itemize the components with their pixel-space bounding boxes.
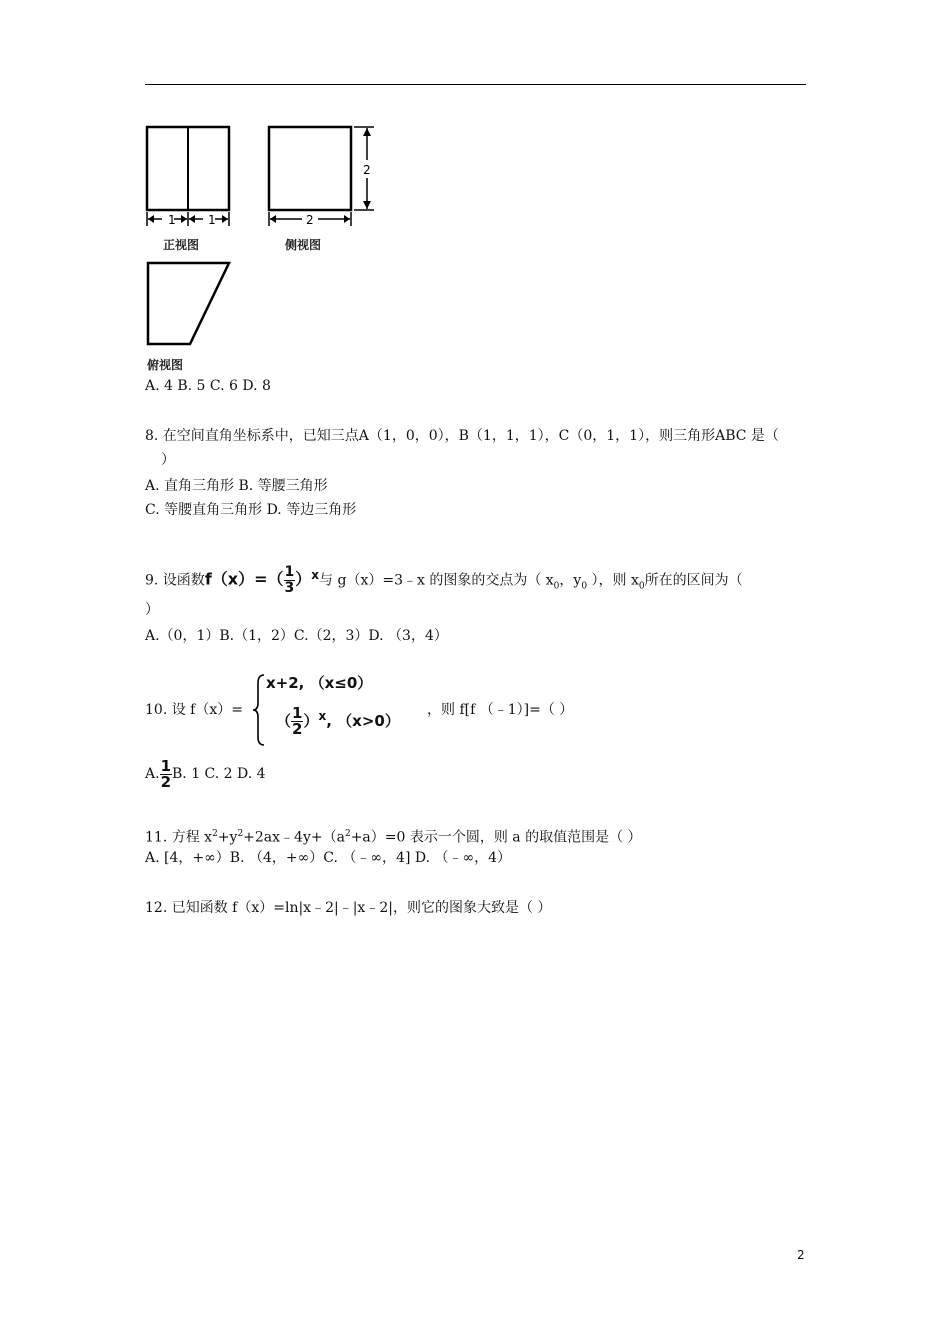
q11-part-d: +a）=0 表示一个圆，则 a 的取值范围是（ ） <box>350 829 642 846</box>
q11-options: A. [4，+∞）B. （4，+∞）C. （﹣∞，4] D. （﹣∞，4） <box>145 850 512 866</box>
q9-exp: x <box>311 568 320 582</box>
page-number: 2 <box>797 1248 805 1262</box>
q7-options: A. 4 B. 5 C. 6 D. 8 <box>145 378 271 394</box>
front-dim-2: 1 <box>208 213 216 227</box>
q10-case1: x+2, （x≤0） <box>266 674 373 692</box>
q9-options: A.（0，1）B.（1，2）C.（2，3）D. （3，4） <box>145 628 448 644</box>
q8-options-row2: C. 等腰直角三角形 D. 等边三角形 <box>145 502 357 518</box>
top-view-figure <box>140 256 240 351</box>
q9-sub2: 0 <box>638 581 645 592</box>
q9-fx: f（x）=（ <box>204 569 284 589</box>
q10-case2-fraction <box>291 706 303 737</box>
q11-sup2: 2 <box>237 829 244 839</box>
q10-prefix: 10. 设 f（x）= <box>145 702 243 718</box>
q9-close: ） <box>295 569 312 589</box>
q10-case2-cond: , （x>0） <box>326 712 400 730</box>
q8-stem: 8. 在空间直角坐标系中，已知三点A（1，0，0），B（1，1，1），C（0，1，1），则三角形ABC 是（ <box>145 428 779 444</box>
side-dim-height: 2 <box>363 163 371 177</box>
q11-part-c: +2ax﹣4y+（a <box>243 829 345 846</box>
q11-part-b: +y <box>217 829 238 846</box>
q10-opt-a-fraction <box>160 756 172 791</box>
q10-opt-a: A. <box>145 766 160 782</box>
q11-part-a: 11. 方程 x <box>145 829 213 846</box>
q10-options <box>145 756 266 792</box>
q9-rest3: 所在的区间为（ <box>644 572 743 589</box>
q10-brace <box>252 673 266 747</box>
q8-options-row1: A. 直角三角形 B. 等腰三角形 <box>145 478 328 494</box>
q10-case2 <box>276 706 400 737</box>
q10-case2-num: 1 <box>292 704 303 722</box>
front-dim-1: 1 <box>168 213 176 227</box>
front-view-figure <box>140 120 240 230</box>
q9-mid: ，y <box>559 572 582 589</box>
q8-stem-end: ） <box>161 452 175 468</box>
q10-opt-rest: B. 1 C. 2 D. 4 <box>172 766 266 782</box>
q9-frac-den: 3 <box>284 580 295 597</box>
q9-prefix: 9. 设函数 <box>145 572 205 589</box>
side-dim-width: 2 <box>306 213 314 227</box>
q10-case2-exp: x <box>318 709 327 723</box>
q10-case2-open: （ <box>276 712 292 730</box>
q11-stem <box>145 824 642 848</box>
q10-case2-close: ） <box>303 712 319 730</box>
q9-stem-end: ） <box>145 602 159 618</box>
front-view-caption: 正视图 <box>163 238 200 252</box>
q10-opt-a-num: 1 <box>160 756 171 775</box>
q11-sup1: 2 <box>212 829 218 839</box>
side-view-caption: 侧视图 <box>285 238 322 252</box>
q9-rest: 与 g（x）=3﹣x 的图象的交点为（ x <box>319 572 554 589</box>
q9-sub0: 0 <box>553 581 560 592</box>
q9-stem <box>145 560 743 601</box>
q9-frac-num: 1 <box>284 564 295 581</box>
side-view-figure <box>262 120 382 230</box>
q11-sup3: 2 <box>344 829 351 839</box>
header-rule <box>145 84 806 85</box>
q9-sub1: 0 <box>581 581 588 592</box>
top-view-caption: 俯视图 <box>147 358 184 372</box>
q10-case2-den: 2 <box>292 720 303 738</box>
q12-stem: 12. 已知函数 f（x）=ln|x﹣2|﹣|x﹣2|，则它的图象大致是（ ） <box>145 900 552 916</box>
q9-rest2: ），则 x <box>587 572 639 589</box>
q10-suffix: ，则 f[f （﹣1）]=（ ） <box>427 702 574 718</box>
q9-fraction <box>284 565 296 596</box>
q10-opt-a-den: 2 <box>160 772 171 791</box>
